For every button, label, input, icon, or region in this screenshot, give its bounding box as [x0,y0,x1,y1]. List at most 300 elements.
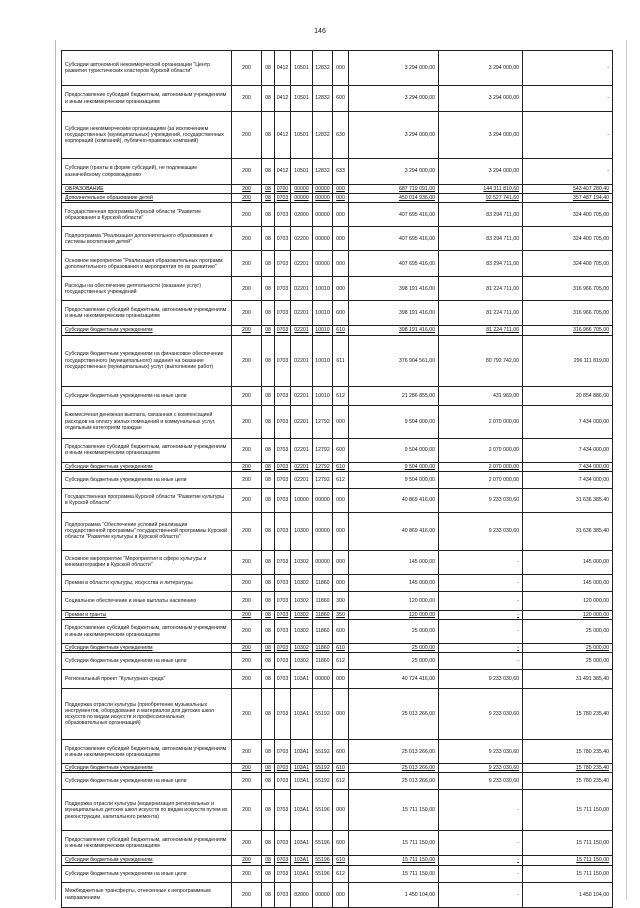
row-direction-code: 00000 [313,185,333,194]
row-program-code: 10302 [291,610,313,619]
row-amount-executed: - [439,574,523,591]
row-name: Субсидии бюджетным учреждениям [62,644,232,653]
row-ministry-code: 200 [232,159,262,185]
table-row [62,740,613,764]
row-amount-total: 398 191 416,00 [349,326,439,335]
row-program-code: 02200 [291,227,313,251]
table-row [62,251,613,277]
row-amount-total: 15 711 150,00 [349,865,439,882]
row-amount-executed: - [439,790,523,831]
row-name: Премии и гранты [62,610,232,619]
row-name: Ежемесячная денежная выплата, связанная с компенсацией расходов на оплату жилых помещений и коммунальных услуг, отдельным категориям граждан [62,405,232,438]
row-name: Предоставление субсидий бюджетным, автономным учреждениям и иным некоммерческим организациям [62,438,232,462]
row-amount-executed: 92 527 741,60 [439,194,523,203]
row-direction-code: 00000 [313,203,333,227]
row-program-code: 02201 [291,301,313,326]
row-ministry-code: 200 [232,51,262,86]
row-subsection-code: 0703 [275,405,291,438]
row-amount-remaining: 25 000,00 [523,644,613,653]
table-row [62,882,613,907]
row-name: ОБРАЗОВАНИЕ [62,185,232,194]
row-amount-executed: - [439,882,523,907]
row-ministry-code: 200 [232,251,262,277]
row-amount-remaining: 7 434 000,00 [523,462,613,471]
row-amount-remaining: 15 780 235,40 [523,740,613,764]
row-amount-remaining: 31 636 385,40 [523,488,613,512]
row-ministry-code: 200 [232,227,262,251]
row-direction-code: 55192 [313,689,333,740]
row-ministry-code: 200 [232,740,262,764]
scan-left-edge [55,40,56,900]
table-row [62,610,613,619]
table-row [62,326,613,335]
row-expense-type-code: 610 [333,644,349,653]
row-subsection-code: 0703 [275,773,291,790]
row-section-code: 08 [262,335,275,386]
row-expense-type-code: 612 [333,386,349,405]
table-row [62,112,613,159]
row-subsection-code: 0703 [275,512,291,550]
row-amount-remaining: 324 400 705,00 [523,227,613,251]
row-expense-type-code: 000 [333,203,349,227]
row-amount-executed: 9 233 030,60 [439,764,523,773]
row-amount-executed: 81 224 711,00 [439,277,523,301]
row-amount-remaining: 316 966 705,00 [523,326,613,335]
table-row [62,653,613,670]
row-amount-total: 9 504 000,00 [349,471,439,488]
row-amount-remaining: 1 450 104,00 [523,882,613,907]
row-ministry-code: 200 [232,610,262,619]
row-expense-type-code: 611 [333,335,349,386]
row-expense-type-code: 000 [333,277,349,301]
row-direction-code: 12792 [313,405,333,438]
row-expense-type-code: 612 [333,865,349,882]
row-amount-remaining: 145 000,00 [523,574,613,591]
row-program-code: 02201 [291,386,313,405]
row-direction-code: 55196 [313,790,333,831]
row-amount-remaining: 316 966 705,00 [523,277,613,301]
row-program-code: 02201 [291,462,313,471]
row-direction-code: 00000 [313,251,333,277]
row-amount-total: 398 191 416,00 [349,277,439,301]
row-section-code: 08 [262,610,275,619]
row-amount-executed: - [439,856,523,865]
row-expense-type-code: 630 [333,112,349,159]
row-ministry-code: 200 [232,591,262,610]
table-row [62,203,613,227]
row-name: Субсидии (гранты в форме субсидий), не подлежащие казначейскому сопровождению [62,159,232,185]
row-amount-executed: 80 792 742,00 [439,335,523,386]
budget-table [61,50,613,908]
row-subsection-code: 0703 [275,194,291,203]
row-direction-code: 00000 [313,670,333,689]
row-program-code: 00000 [291,185,313,194]
row-program-code: 02201 [291,251,313,277]
row-amount-remaining: - [523,86,613,112]
row-amount-total: 120 000,00 [349,591,439,610]
row-amount-total: 25 000,00 [349,644,439,653]
row-subsection-code: 0703 [275,653,291,670]
row-subsection-code: 0412 [275,159,291,185]
row-expense-type-code: 600 [333,620,349,644]
table-row [62,488,613,512]
row-expense-type-code: 000 [333,251,349,277]
row-section-code: 08 [262,856,275,865]
row-subsection-code: 0703 [275,689,291,740]
row-amount-remaining: 25 000,00 [523,653,613,670]
row-subsection-code: 0412 [275,112,291,159]
row-expense-type-code: 000 [333,790,349,831]
row-direction-code: 10010 [313,277,333,301]
row-ministry-code: 200 [232,277,262,301]
row-direction-code: 11860 [313,620,333,644]
row-amount-total: 25 013 266,00 [349,689,439,740]
row-section-code: 08 [262,488,275,512]
row-ministry-code: 200 [232,865,262,882]
row-ministry-code: 200 [232,326,262,335]
row-program-code: 10302 [291,644,313,653]
row-amount-remaining: 20 854 886,00 [523,386,613,405]
row-amount-executed: 431 969,00 [439,386,523,405]
row-subsection-code: 0703 [275,831,291,856]
row-direction-code: 55192 [313,773,333,790]
row-subsection-code: 0703 [275,277,291,301]
row-amount-total: 120 000,00 [349,610,439,619]
row-program-code: 10302 [291,620,313,644]
row-section-code: 08 [262,405,275,438]
row-program-code: 10501 [291,86,313,112]
row-section-code: 08 [262,740,275,764]
row-subsection-code: 0703 [275,203,291,227]
row-ministry-code: 200 [232,386,262,405]
row-section-code: 08 [262,644,275,653]
row-amount-remaining: 25 000,00 [523,620,613,644]
row-amount-total: 1 450 104,00 [349,882,439,907]
row-direction-code: 00000 [313,194,333,203]
row-name: Поддержка отрасли культуры (модернизация региональных и муниципальных детских школ искусств по видам искусств путем их реконструкции, капитального ремонта) [62,790,232,831]
row-amount-remaining: - [523,51,613,86]
row-amount-executed: 9 233 030,60 [439,512,523,550]
row-ministry-code: 200 [232,764,262,773]
row-name: Субсидии бюджетным учреждениям на иные цели [62,653,232,670]
row-section-code: 08 [262,689,275,740]
row-ministry-code: 200 [232,644,262,653]
table-row [62,471,613,488]
row-name: Премии в области культуры, искусства и литературы [62,574,232,591]
row-subsection-code: 0703 [275,550,291,574]
row-amount-executed: 83 294 711,00 [439,203,523,227]
row-amount-total: 15 711 150,00 [349,831,439,856]
row-amount-executed: 2 070 000,00 [439,438,523,462]
row-direction-code: 00000 [313,550,333,574]
row-program-code: 02201 [291,405,313,438]
table-row [62,335,613,386]
row-amount-executed: - [439,550,523,574]
row-amount-executed: 144 311 810,60 [439,185,523,194]
row-program-code: 02000 [291,203,313,227]
row-subsection-code: 0703 [275,471,291,488]
row-amount-remaining: - [523,159,613,185]
row-direction-code: 10010 [313,326,333,335]
row-direction-code: 12792 [313,471,333,488]
row-ministry-code: 200 [232,335,262,386]
row-ministry-code: 200 [232,689,262,740]
row-section-code: 08 [262,462,275,471]
table-row [62,689,613,740]
row-amount-executed: 9 233 030,60 [439,488,523,512]
row-amount-executed: 3 294 000,00 [439,112,523,159]
row-subsection-code: 0412 [275,86,291,112]
row-program-code: 00000 [291,194,313,203]
row-direction-code: 12792 [313,438,333,462]
row-amount-executed: 9 233 030,60 [439,773,523,790]
row-direction-code: 11860 [313,591,333,610]
row-expense-type-code: 600 [333,301,349,326]
row-expense-type-code: 600 [333,740,349,764]
table-row [62,51,613,86]
row-program-code: 103A1 [291,831,313,856]
row-amount-executed: 81 224 711,00 [439,326,523,335]
row-expense-type-code: 610 [333,326,349,335]
table-row [62,856,613,865]
page-number: 146 [314,28,326,35]
row-amount-total: 9 504 000,00 [349,462,439,471]
row-expense-type-code: 000 [333,51,349,86]
table-row [62,620,613,644]
row-amount-remaining: 15 780 235,40 [523,689,613,740]
row-amount-remaining: 15 711 150,00 [523,856,613,865]
row-direction-code: 00000 [313,882,333,907]
row-name: Субсидии бюджетным учреждениям [62,326,232,335]
row-amount-total: 21 286 855,00 [349,386,439,405]
row-subsection-code: 0703 [275,764,291,773]
row-section-code: 08 [262,764,275,773]
row-amount-executed: 9 233 030,60 [439,670,523,689]
row-program-code: 10501 [291,51,313,86]
row-ministry-code: 200 [232,405,262,438]
table-row [62,86,613,112]
row-subsection-code: 0412 [275,51,291,86]
row-ministry-code: 200 [232,856,262,865]
row-amount-executed: - [439,865,523,882]
row-ministry-code: 200 [232,550,262,574]
row-amount-executed: - [439,653,523,670]
row-program-code: 02201 [291,438,313,462]
row-amount-executed: 81 224 711,00 [439,301,523,326]
row-amount-total: 15 711 150,00 [349,790,439,831]
row-program-code: 02201 [291,326,313,335]
row-ministry-code: 200 [232,670,262,689]
table-body [62,51,613,908]
table-row [62,865,613,882]
row-section-code: 08 [262,620,275,644]
row-amount-executed: 9 233 030,60 [439,689,523,740]
row-direction-code: 55196 [313,831,333,856]
row-amount-remaining: 120 000,00 [523,591,613,610]
row-expense-type-code: 612 [333,471,349,488]
row-section-code: 08 [262,591,275,610]
row-name: Государственная программа Курской области "Развитие образования в Курской области" [62,203,232,227]
row-expense-type-code: 600 [333,831,349,856]
row-amount-executed: - [439,591,523,610]
row-amount-remaining: 7 434 000,00 [523,471,613,488]
row-direction-code: 10010 [313,301,333,326]
row-ministry-code: 200 [232,185,262,194]
row-program-code: 10501 [291,112,313,159]
row-subsection-code: 0703 [275,882,291,907]
row-name: Предоставление субсидий бюджетным, автономным учреждениям и иным некоммерческим организациям [62,301,232,326]
row-program-code: 103A1 [291,856,313,865]
row-direction-code: 12832 [313,86,333,112]
row-name: Межбюджетные трансферты, отнесенные к непрограммным направлениям [62,882,232,907]
row-amount-total: 40 724 416,00 [349,670,439,689]
row-ministry-code: 200 [232,112,262,159]
row-subsection-code: 0703 [275,488,291,512]
row-name: Основное мероприятие "Реализация образовательных программ дополнительного образования и мероприятия по их развитию" [62,251,232,277]
row-name: Субсидии бюджетным учреждениям [62,764,232,773]
row-program-code: 02201 [291,471,313,488]
row-section-code: 08 [262,386,275,405]
row-program-code: 10302 [291,550,313,574]
row-name: Субсидии бюджетным учреждениям на финансовое обеспечение государственного (муниципального) задания на оказание государственных (муниципальных) услуг (выполнение работ) [62,335,232,386]
row-amount-total: 9 504 000,00 [349,405,439,438]
row-amount-total: 25 000,00 [349,653,439,670]
row-amount-total: 376 904 561,00 [349,335,439,386]
row-amount-remaining: 7 434 000,00 [523,405,613,438]
row-direction-code: 12832 [313,159,333,185]
row-amount-total: 25 013 266,00 [349,740,439,764]
row-amount-remaining: 15 711 150,00 [523,790,613,831]
row-ministry-code: 200 [232,620,262,644]
row-name: Субсидии бюджетным учреждениям на иные цели [62,386,232,405]
row-direction-code: 00000 [313,488,333,512]
row-amount-executed: - [439,831,523,856]
row-amount-total: 3 294 000,00 [349,51,439,86]
row-amount-executed: 3 294 000,00 [439,51,523,86]
row-section-code: 08 [262,112,275,159]
row-section-code: 08 [262,831,275,856]
row-amount-executed: 2 070 000,00 [439,462,523,471]
row-section-code: 08 [262,670,275,689]
row-direction-code: 00000 [313,227,333,251]
row-name: Субсидии бюджетным учреждениям [62,856,232,865]
row-amount-remaining: 324 400 705,00 [523,251,613,277]
row-section-code: 08 [262,251,275,277]
row-section-code: 08 [262,512,275,550]
row-subsection-code: 0703 [275,644,291,653]
row-name: Субсидии некоммерческим организациям (за исключением государственных (муниципальных) учреждений, государственных корпораций (компаний), публично-правовых компаний) [62,112,232,159]
row-expense-type-code: 000 [333,670,349,689]
table-row [62,386,613,405]
row-amount-total: 450 014 936,00 [349,194,439,203]
row-amount-total: 25 000,00 [349,620,439,644]
row-subsection-code: 0703 [275,574,291,591]
row-program-code: 10000 [291,488,313,512]
row-name: Предоставление субсидий бюджетным, автономным учреждениям и иным некоммерческим организациям [62,86,232,112]
row-subsection-code: 0703 [275,610,291,619]
row-name: Субсидии автономной некоммерческой организации "Центр развития туристических кластеров Курской области" [62,51,232,86]
row-expense-type-code: 000 [333,550,349,574]
row-expense-type-code: 000 [333,512,349,550]
row-subsection-code: 0703 [275,740,291,764]
row-subsection-code: 0703 [275,386,291,405]
row-program-code: 02201 [291,277,313,301]
budget-table-container [61,50,612,908]
table-row [62,591,613,610]
row-amount-executed: - [439,610,523,619]
row-name: Подпрограмма "Реализация дополнительного образования и системы воспитания детей" [62,227,232,251]
row-subsection-code: 0703 [275,670,291,689]
row-program-code: 10300 [291,512,313,550]
row-amount-executed: 83 294 711,00 [439,251,523,277]
row-amount-remaining: 120 000,00 [523,610,613,619]
table-row [62,644,613,653]
row-amount-total: 15 711 150,00 [349,856,439,865]
row-program-code: 10302 [291,591,313,610]
row-subsection-code: 0703 [275,865,291,882]
table-row [62,790,613,831]
row-expense-type-code: 000 [333,689,349,740]
row-subsection-code: 0703 [275,335,291,386]
row-section-code: 08 [262,790,275,831]
table-row [62,764,613,773]
table-row [62,574,613,591]
row-program-code: 103A1 [291,865,313,882]
row-amount-total: 407 695 416,00 [349,251,439,277]
row-subsection-code: 0703 [275,251,291,277]
row-subsection-code: 0703 [275,462,291,471]
row-program-code: 103A1 [291,689,313,740]
row-ministry-code: 200 [232,512,262,550]
row-section-code: 08 [262,277,275,301]
row-amount-executed: - [439,620,523,644]
row-ministry-code: 200 [232,86,262,112]
row-amount-total: 687 719 091,00 [349,185,439,194]
row-subsection-code: 0703 [275,790,291,831]
row-amount-total: 9 504 000,00 [349,438,439,462]
row-direction-code: 55196 [313,865,333,882]
table-row [62,277,613,301]
row-amount-remaining: 324 400 705,00 [523,203,613,227]
row-section-code: 08 [262,185,275,194]
row-amount-executed: 3 294 000,00 [439,86,523,112]
row-section-code: 08 [262,882,275,907]
row-amount-remaining: 145 000,00 [523,550,613,574]
row-name: Субсидии бюджетным учреждениям на иные цели [62,865,232,882]
row-direction-code: 10010 [313,335,333,386]
row-direction-code: 55196 [313,856,333,865]
row-subsection-code: 0700 [275,185,291,194]
row-name: Дополнительное образование детей [62,194,232,203]
row-direction-code: 12792 [313,462,333,471]
row-name: Социальное обеспечение и иные выплаты населению [62,591,232,610]
row-direction-code: 10010 [313,386,333,405]
row-ministry-code: 200 [232,203,262,227]
row-name: Основное мероприятие "Мероприятия в сфере культуры и кинематографии в Курской области" [62,550,232,574]
row-name: Субсидии бюджетным учреждениям на иные цели [62,471,232,488]
row-direction-code: 12832 [313,112,333,159]
row-expense-type-code: 000 [333,405,349,438]
row-amount-total: 25 013 266,00 [349,764,439,773]
row-name: Предоставление субсидий бюджетным, автономным учреждениям и иным некоммерческим организациям [62,620,232,644]
table-row [62,185,613,194]
table-row [62,670,613,689]
row-expense-type-code: 350 [333,610,349,619]
row-section-code: 08 [262,326,275,335]
row-amount-executed: - [439,644,523,653]
row-ministry-code: 200 [232,471,262,488]
row-subsection-code: 0703 [275,301,291,326]
